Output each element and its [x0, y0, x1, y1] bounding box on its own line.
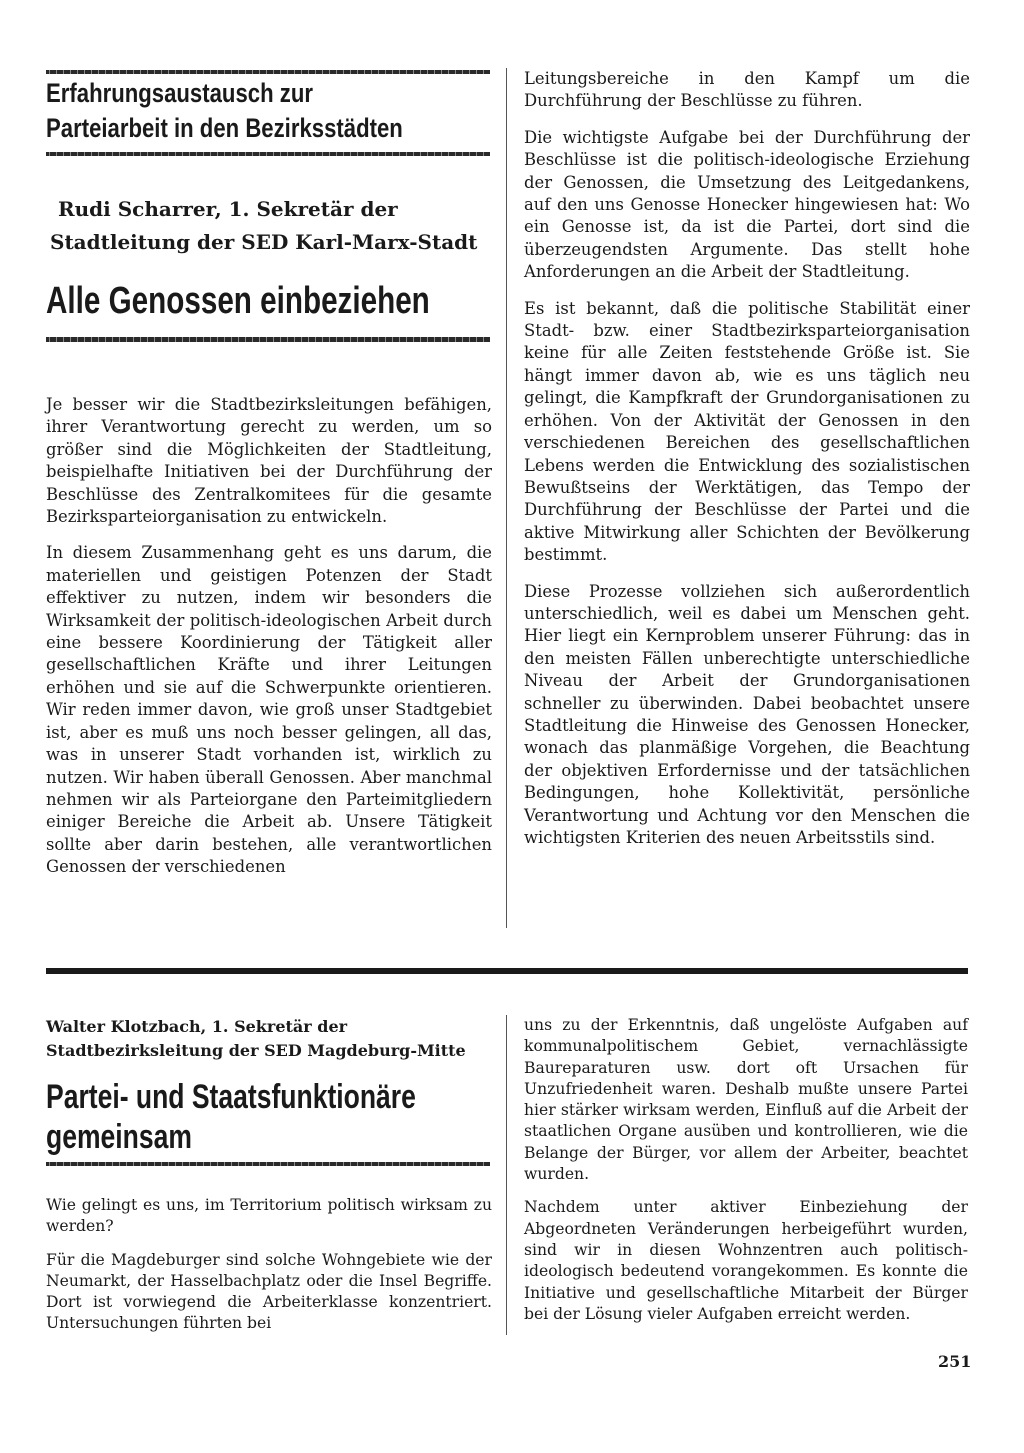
column-divider-upper [506, 68, 507, 928]
article1-headline: Alle Genossen einbeziehen [46, 280, 430, 322]
section-title-line2: Parteiarbeit in den Bezirksstädten [46, 113, 403, 143]
article1-left-paragraph: Je besser wir die Stadtbezirksleitungen befähigen, ihrer Verantwortung gerecht zu werden, um so größer sind die Möglichkeiten der Stadtleitung, beispielhafte Initiativen bei der Durchführung der Beschlüsse des Zentralkomitees für die gesamte Bezirksparteiorganisation zu entwickeln. [46, 395, 492, 527]
article1-right-paragraph: Die wichtigste Aufgabe bei der Durchführung der Beschlüsse ist die politisch-ideologische Erziehung der Genossen, die Umsetzung des Leitgedankens, auf den uns Genosse Honecker hingewiesen hat: Wo ein Genosse ist, da ist die Partei, dort sind die überzeugendsten Argumente. Das stellt hohe Anforderungen an die Arbeit der Stadtleitung. [524, 127, 970, 282]
article-divider-rule [46, 968, 968, 974]
column-divider-lower [506, 1015, 507, 1335]
article1-author-line2: Stadtleitung der SED Karl-Marx-Stadt [50, 230, 478, 254]
article1-right-paragraph: Es ist bekannt, daß die politische Stabilität einer Stadt- bzw. einer Stadtbezirksparteiorganisation keine für alle Zeiten feststehende Größe ist. Sie hängt immer davon ab, wie es uns täglich neu gelingt, die Kampfkraft der Grundorganisationen zu erhöhen. Von der Aktivität der Genossen in den verschiedenen Bereichen des gesellschaftlichen Lebens werden die Entwicklung des sozialistischen Bewußtseins der Werktätigen, das Tempo der Durchführung der Beschlüsse der Partei und die aktive Mitwirkung aller Schichten der Bevölkerung bestimmt. [524, 298, 970, 565]
article2-author-line2: Stadtbezirksleitung der SED Magdeburg-Mitte [46, 1041, 466, 1060]
section-title-line1: Erfahrungsaustausch zur [46, 78, 313, 108]
article2-left-paragraph: Für die Magdeburger sind solche Wohngebiete wie der Neumarkt, der Hasselbachplatz oder die Insel Begriffe. Dort ist vorwiegend die Arbeiterklasse konzentriert. Untersuchungen führten bei [46, 1250, 492, 1333]
article2-headline-rule [46, 1162, 490, 1166]
article1-right-paragraph: Diese Prozesse vollziehen sich außerordentlich unterschiedlich, weil es dabei um Menschen geht. Hier liegt ein Kernproblem unserer Führung: das in den meisten Fällen unberechtigte unterschiedliche Niveau der Arbeit der Grundorganisationen schneller zu überwinden. Dabei beobachtet unsere Stadtleitung die Hinweise des Genossen Honecker, wonach das planmäßige Vorgehen, die Beachtung der objektiven Erfordernisse und der tatsächlichen Bedingungen, hohe Kollektivität, persönliche Verantwortung und Achtung vor den Menschen die wichtigsten Kriterien des neuen Arbeitsstils sind. [524, 581, 970, 847]
article1-headline-rule [46, 337, 490, 342]
article1-author-line1: Rudi Scharrer, 1. Sekretär der [58, 197, 398, 221]
article2-author-line1: Walter Klotzbach, 1. Sekretär der [46, 1017, 348, 1036]
article2-right-paragraph: uns zu der Erkenntnis, daß ungelöste Aufgaben auf kommunalpolitischem Gebiet, vernachlässigte Baureparaturen usw. dort oft Ursachen für Unzufriedenheit waren. Deshalb mußte unsere Partei hier stärker wirksam werden, Einfluß auf die Arbeit der staatlichen Organe ausüben und kontrollieren, wie die Belange der Bürger, vor allem der Arbeiter, beachtet wurden. [524, 1016, 968, 1184]
article1-right-paragraph: Leitungsbereiche in den Kampf um die Durchführung der Beschlüsse zu führen. [524, 69, 970, 111]
article2-left-column [46, 1195, 492, 1347]
page-number: 251 [938, 1352, 972, 1371]
article2-headline-line2: gemeinsam [46, 1118, 192, 1156]
article2-left-paragraph: Wie gelingt es uns, im Territorium politisch wirksam zu werden? [46, 1196, 492, 1236]
article1-left-paragraph: In diesem Zusammenhang geht es uns darum, die materiellen und geistigen Potenzen der Stadt effektiver zu nutzen, indem wir besonders die Wirksamkeit der politisch-ideologischen Arbeit durch eine bessere Koordinierung der Tätigkeit aller gesellschaftlichen Kräfte und ihrer Leitungen erhöhen und sie auf die Schwerpunkte orientieren. Wir reden immer davon, wie groß unser Stadtgebiet ist, aber es muß uns noch besser gelingen, all das, was in unserer Stadt vorhanden ist, wirklich zu nutzen. Wir haben überall Genossen. Aber manchmal nehmen wir als Parteiorgane den Parteimitgliedern einiger Bereiche die Arbeit ab. Unsere Tätigkeit sollte aber darin bestehen, alle verantwortlichen Genossen der verschiedenen [46, 543, 492, 877]
article2-headline-line1: Partei- und Staatsfunktionäre [46, 1078, 416, 1116]
article1-right-column [524, 68, 970, 863]
section-bottom-rule [46, 152, 490, 156]
article2-right-paragraph: Nachdem unter aktiver Einbeziehung der Abgeordneten Veränderungen herbeigeführt wurden, sind wir in diesen Wohnzentren auch politisch-ideologisch bedeutend vorangekommen. Es konnte die Initiative und gesellschaftliche Mitarbeit der Bürger bei der Lösung vieler Aufgaben erreicht werden. [524, 1198, 968, 1323]
article2-right-column [524, 1015, 968, 1337]
section-top-rule [46, 70, 490, 74]
article1-left-column [46, 394, 492, 893]
